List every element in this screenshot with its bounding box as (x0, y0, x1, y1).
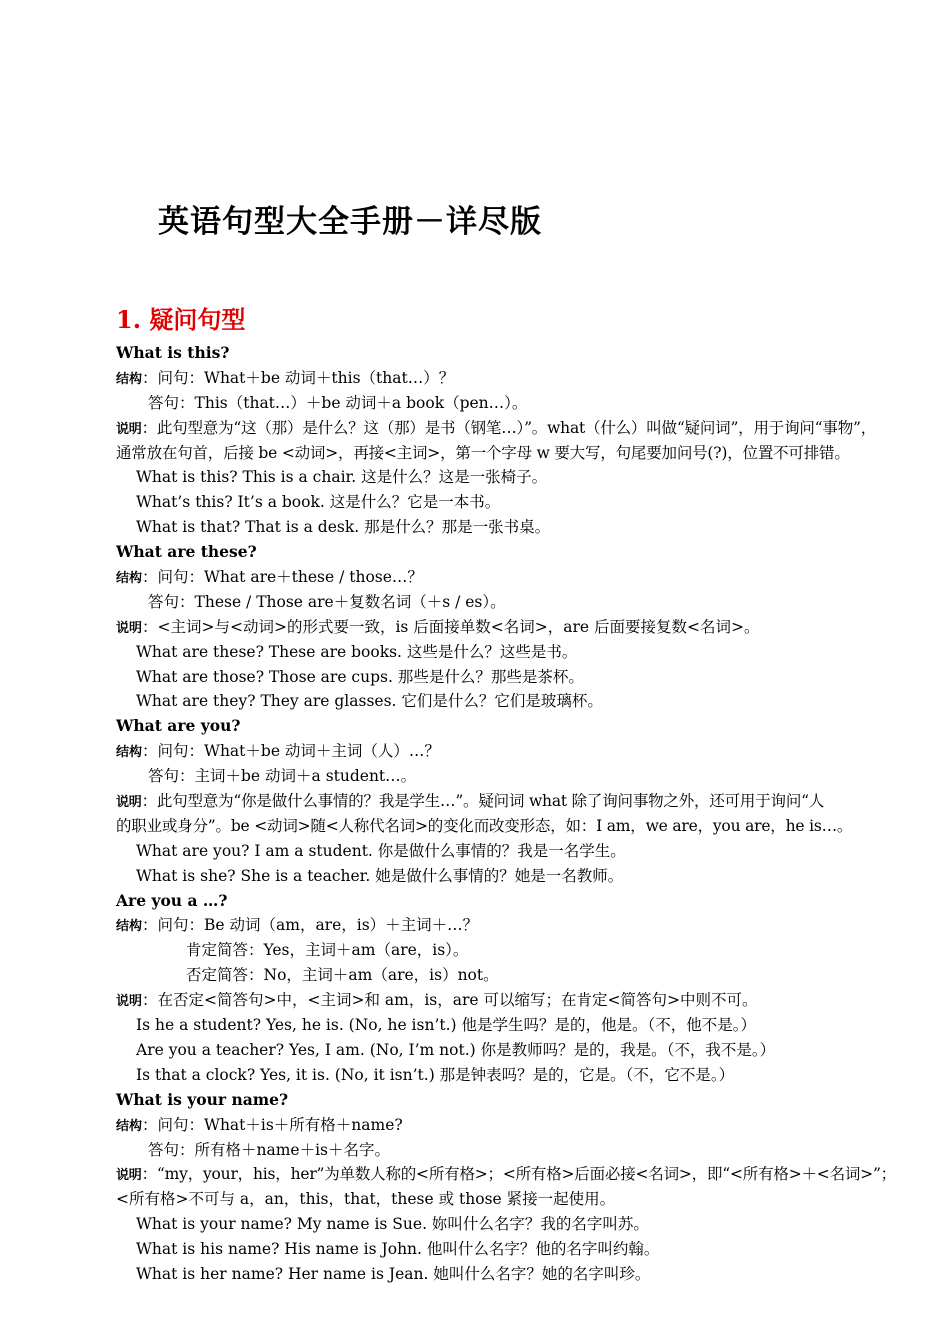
explanation-label: 说明 (116, 1168, 142, 1184)
example-line: What is his name? His name is John. 他叫什么名字？他的名字叫约翰。 (136, 1240, 660, 1259)
explanation-continued: 的职业或身分”。be <动词>随<人称代名词>的变化而改变形态，如：I am，we are，you are，he is…。 (116, 816, 853, 835)
explanation-line: 说明：<主词>与<动词>的形式要一致，is 后面接单数<名词>，are 后面要接复数<名词>。 (116, 617, 760, 636)
example-line: Is that a clock? Yes, it is. (No, it isn’t.) 那是钟表吗？是的，它是。（不，它不是。） (136, 1065, 735, 1084)
pattern-heading: What are you? (116, 716, 241, 736)
explanation-line: 说明：“my，your，his，her”为单数人称的<所有格>；<所有格>后面必接<名词>，即“<所有格>＋<名词>”； (116, 1165, 896, 1184)
structure-label: 结构 (116, 745, 143, 761)
example-line: Is he a student? Yes, he is. (No, he isn’t.) 他是学生吗？是的，他是。（不，他不是。） (136, 1016, 757, 1035)
example-line: What are these? These are books. 这些是什么？这些是书。 (136, 642, 578, 661)
example-line: What are those? Those are cups. 那些是什么？那些是茶杯。 (136, 667, 584, 686)
explanation-line: 说明：在否定<简答句>中，<主词>和 am，is，are 可以缩写；在肯定<简答句>中则不可。 (116, 991, 758, 1010)
example-line: What is that? That is a desk. 那是什么？那是一张书桌。 (136, 518, 551, 537)
structure-line: 结构：问句：What are＋these / those…？ (116, 568, 423, 587)
answer-line: 答句：This（that…）＋be 动词＋a book（pen…）。 (148, 393, 528, 412)
pattern-heading: Are you a …? (116, 890, 228, 910)
explanation-label: 说明 (116, 620, 143, 636)
example-line: What are you? I am a student. 你是做什么事情的？我是一名学生。 (136, 841, 626, 860)
structure-label: 结构 (116, 1118, 143, 1134)
example-line: What’s this? It’s a book. 这是什么？它是一本书。 (136, 493, 501, 512)
structure-label: 结构 (116, 371, 143, 387)
explanation-line: 说明：此句型意为“这（那）是什么？这（那）是书（钢笔…）”。what（什么）叫做“疑问词”，用于询问“事物”， (116, 418, 877, 437)
answer-line: 答句：主词＋be 动词＋a student…。 (148, 767, 417, 786)
explanation-label: 说明 (116, 421, 142, 437)
structure-label: 结构 (116, 571, 143, 587)
section-heading: 1. 疑问句型 (116, 305, 246, 334)
structure-label: 结构 (116, 919, 143, 935)
document-title: 英语句型大全手册－详尽版 (158, 204, 542, 240)
example-line: What is this? This is a chair. 这是什么？这是一张椅子。 (136, 468, 548, 487)
example-line: Are you a teacher? Yes, I am. (No, I’m not.) 你是教师吗？是的，我是。（不，我不是。） (136, 1040, 776, 1059)
answer-line: 否定简答：No，主词＋am（are，is）not。 (186, 966, 499, 985)
structure-line: 结构：问句：Be 动词（am，are，is）＋主词＋…？ (116, 916, 479, 935)
explanation-continued: 通常放在句首，后接 be <动词>，再接<主词>，第一个字母 w 要大写，句尾要加问号(?)，位置不可排错。 (116, 443, 850, 462)
example-line: What is your name? My name is Sue. 妳叫什么名字？我的名字叫苏。 (136, 1215, 649, 1234)
structure-line: 结构：问句：What＋be 动词＋主词（人）…？ (116, 742, 440, 761)
pattern-heading: What is this? (116, 343, 230, 362)
explanation-label: 说明 (116, 795, 142, 811)
document-body (116, 341, 916, 1287)
structure-line: 结构：问句：What＋be 动词＋this（that…）？ (116, 368, 455, 387)
answer-line: 答句：所有格＋name＋is＋名字。 (148, 1140, 391, 1159)
explanation-line: 说明：此句型意为“你是做什么事情的？我是学生…”。疑问词 what 除了询问事物之外，还可用于询问“人 (116, 792, 825, 811)
pattern-heading: What is your name? (116, 1089, 289, 1109)
example-line: What is she? She is a teacher. 她是做什么事情的？她是一名教师。 (136, 866, 624, 885)
explanation-label: 说明 (116, 994, 143, 1010)
example-line: What is her name? Her name is Jean. 她叫什么名字？她的名字叫珍。 (136, 1264, 651, 1283)
explanation-continued: <所有格>不可与 a，an，this，that，these 或 those 紧接一起使用。 (116, 1190, 616, 1209)
pattern-heading: What are these? (116, 542, 257, 562)
structure-line: 结构：问句：What＋is＋所有格＋name? (116, 1115, 403, 1134)
answer-line: 答句：These / Those are＋复数名词（＋s / es）。 (148, 592, 506, 611)
example-line: What are they? They are glasses. 它们是什么？它们是玻璃杯。 (136, 692, 603, 711)
answer-line: 肯定简答：Yes，主词＋am（are，is）。 (186, 941, 469, 960)
